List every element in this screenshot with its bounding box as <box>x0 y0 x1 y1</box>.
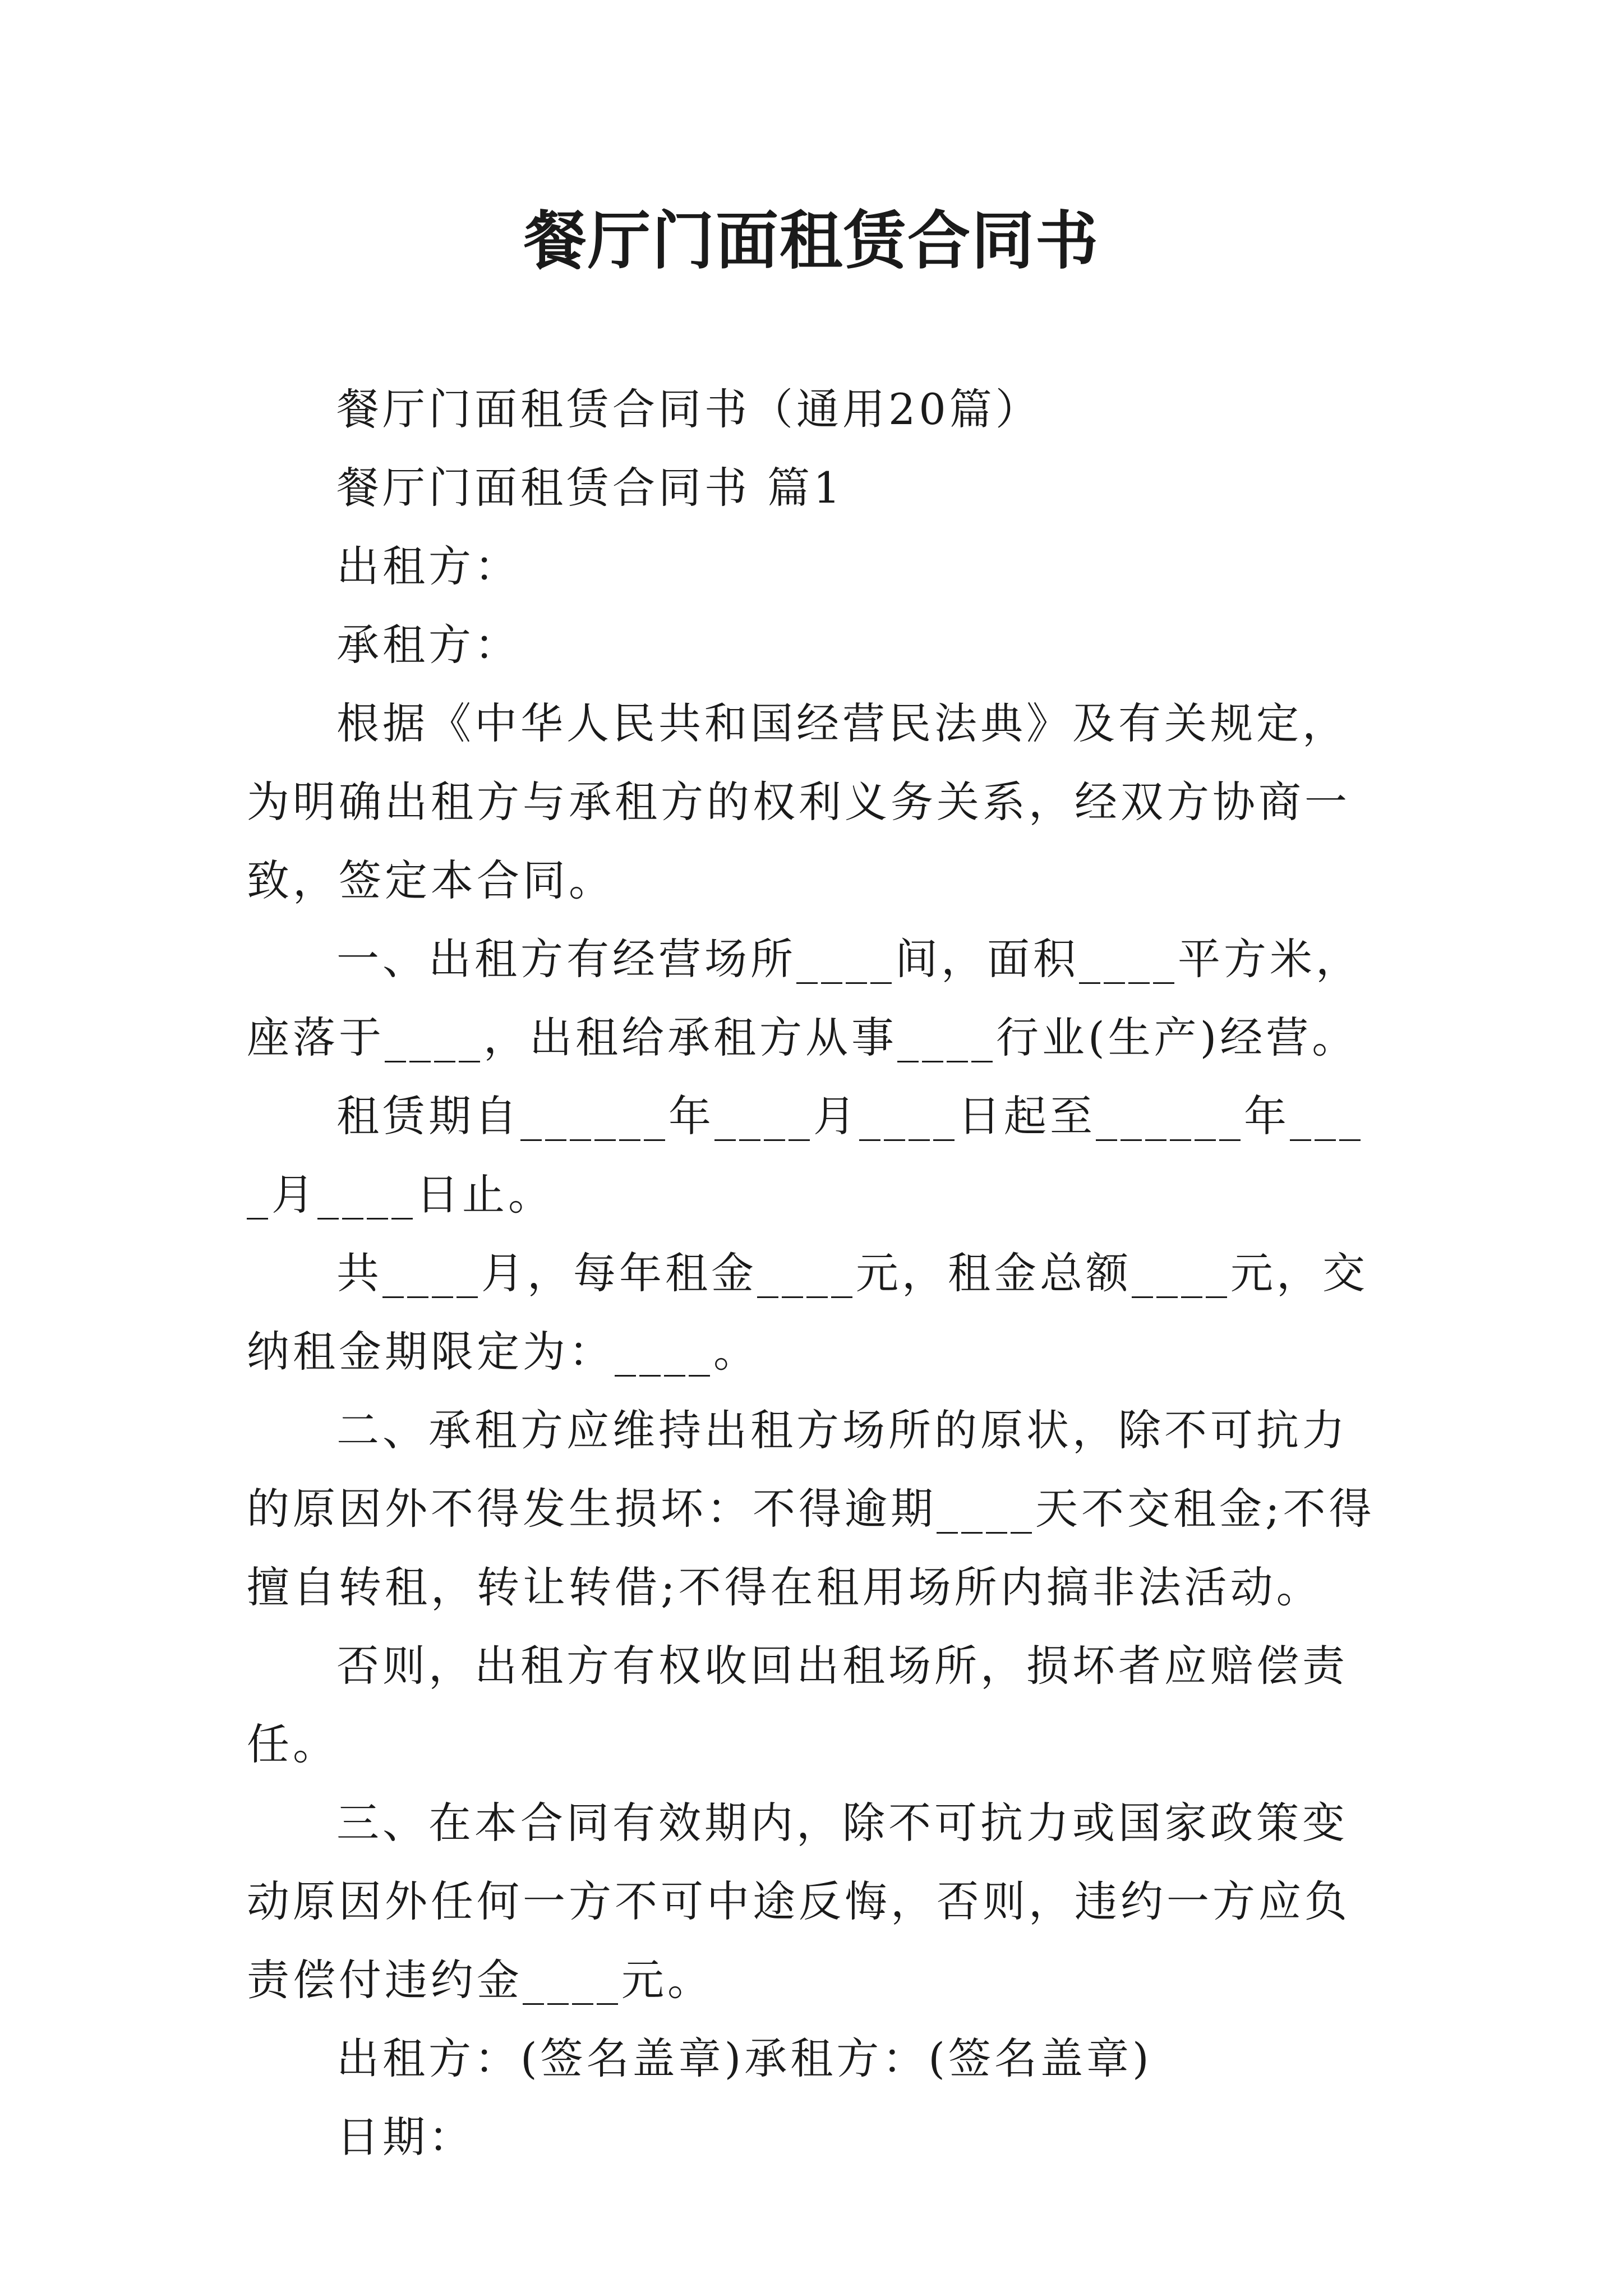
rent-paragraph: 共____月，每年租金____元，租金总额____元，交纳租金期限定为：____。 <box>247 1248 1368 1377</box>
consequence-paragraph: 否则，出租方有权收回出租场所，损坏者应赔偿责任。 <box>247 1641 1348 1769</box>
subtitle-paragraph: 餐厅门面租赁合同书（通用20篇） <box>336 384 1041 434</box>
lessor-line: 出租方： <box>336 541 520 591</box>
clause-3-paragraph: 三、在本合同有效期内，除不可抗力或国家政策变动原因外任何一方不可中途反悔，否则，违约一方应负责偿付违约金____元。 <box>247 1798 1350 2005</box>
clause-1-paragraph: 一、出租方有经营场所____间，面积____平方米，座落于____，出租给承租方从事____行业(生产)经营。 <box>247 934 1362 1062</box>
section-heading: 餐厅门面租赁合同书 篇1 <box>336 463 844 513</box>
preamble-paragraph: 根据《中华人民共和国经营民法典》及有关规定，为明确出租方与承租方的权利义务关系，经双方协商一致，签定本合同。 <box>247 698 1350 905</box>
date-line: 日期： <box>336 2112 474 2162</box>
lease-term-paragraph: 租赁期自______年____月____日起至______年____月____日止。 <box>247 1091 1364 1220</box>
document-title: 餐厅门面租赁合同书 <box>524 204 1099 278</box>
lessee-line: 承租方： <box>336 620 520 670</box>
signature-line: 出租方：(签名盖章)承租方：(签名盖章) <box>336 2033 1152 2083</box>
clause-2-paragraph: 二、承租方应维持出租方场所的原状，除不可抗力的原因外不得发生损坏：不得逾期____天不交租金;不得擅自转租，转让转借;不得在租用场所内搞非法活动。 <box>247 1405 1375 1612</box>
document-body <box>247 370 1377 2177</box>
